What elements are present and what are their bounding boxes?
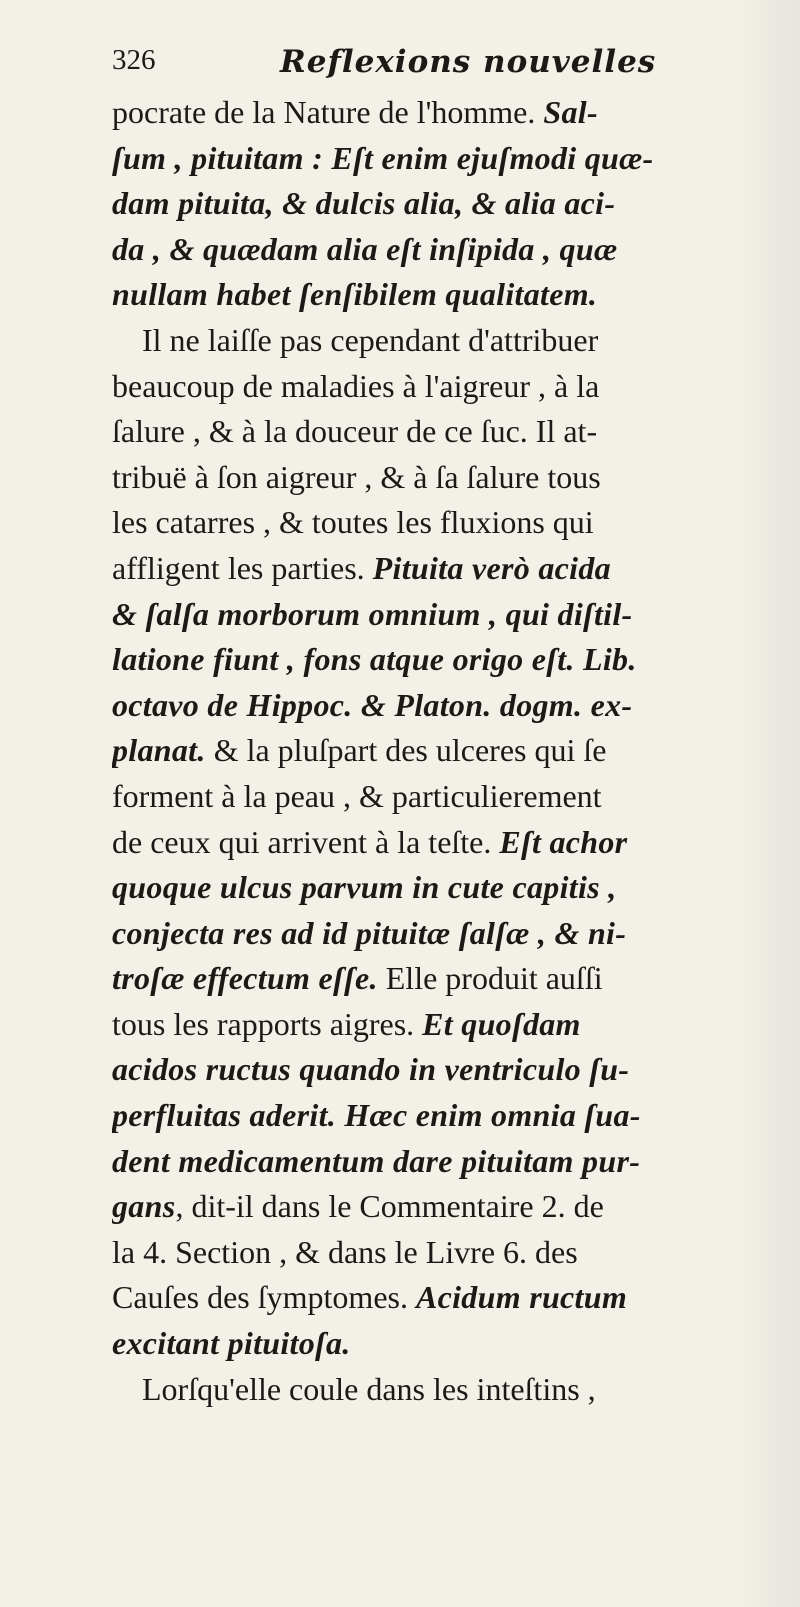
latin-quote: acidos ructus quando in ventriculo ſu-: [112, 1051, 630, 1088]
text-line: [112, 1002, 788, 1048]
roman-text: de ceux qui arrivent à la teſte.: [112, 823, 500, 860]
roman-text: beaucoup de maladies à l'aigreur , à la: [112, 367, 600, 404]
roman-text: les catarres , & toutes les fluxions qui: [112, 504, 594, 541]
latin-quote: Et quoſdam: [422, 1005, 581, 1042]
roman-text: forment à la peau , & particulierement: [112, 777, 602, 814]
text-line: [112, 911, 788, 957]
text-line: [112, 500, 788, 546]
latin-quote: latione fiunt , fons atque origo eſt. Lib.: [112, 641, 637, 678]
latin-quote: excitant pituitoſa.: [112, 1325, 351, 1362]
text-line: [112, 546, 788, 592]
latin-quote: Pituita verò acida: [372, 549, 611, 586]
text-line: [112, 227, 788, 273]
text-line: [112, 1275, 788, 1321]
latin-quote: dam pituita, & dulcis alia, & alia aci-: [112, 185, 616, 222]
roman-text: tous les rapports aigres.: [112, 1005, 423, 1042]
roman-text: pocrate de la Nature de l'homme.: [112, 94, 544, 130]
roman-text: Elle produit auſſi: [377, 960, 603, 997]
running-title: Reflexions nouvelles: [280, 44, 657, 80]
latin-quote: Acidum ructum: [415, 1279, 628, 1316]
text-line: [112, 1367, 788, 1413]
latin-quote: troſæ effectum eſſe.: [112, 960, 378, 997]
text-line: [112, 272, 788, 318]
text-line: [112, 865, 788, 911]
text-line: [112, 409, 788, 455]
roman-text: & la pluſpart des ulceres qui ſe: [205, 732, 607, 769]
latin-quote: planat.: [112, 732, 206, 769]
latin-quote: octavo de Hippoc. & Platon. dogm. ex-: [112, 686, 633, 723]
latin-quote: da , & quædam alia eſt inſipida , quæ: [112, 230, 618, 267]
latin-quote: quoque ulcus parvum in cute capitis ,: [112, 869, 617, 906]
text-line: [112, 136, 788, 182]
roman-text: Cauſes des ſymptomes.: [112, 1279, 416, 1316]
text-line: [112, 90, 788, 136]
text-line: [112, 956, 788, 1002]
text-line: [112, 728, 788, 774]
text-line: [112, 1184, 788, 1230]
text-line: [112, 683, 788, 729]
latin-quote: gans: [112, 1188, 176, 1225]
roman-text: , dit-il dans le Commentaire 2. de: [175, 1188, 604, 1225]
text-line: [112, 455, 788, 501]
body-text: [112, 90, 788, 1412]
roman-text: Lorſqu'elle coule dans les inteſtins ,: [142, 1370, 596, 1407]
latin-quote: conjecta res ad id pituitæ ſalſæ , & ni-: [112, 914, 627, 951]
page-number: 326: [112, 44, 156, 76]
text-line: [112, 1230, 788, 1276]
text-line: [112, 181, 788, 227]
latin-quote: nullam habet ſenſibilem qualitatem.: [112, 276, 598, 313]
roman-text: Il ne laiſſe pas cependant d'attribuer: [142, 321, 599, 358]
latin-quote: dent medicamentum dare pituitam pur-: [112, 1142, 641, 1179]
text-line: [112, 1321, 788, 1367]
roman-text: la 4. Section , & dans le Livre 6. des: [112, 1233, 578, 1270]
latin-quote: Sal-: [543, 94, 598, 130]
text-line: [112, 1047, 788, 1093]
text-line: [112, 1139, 788, 1185]
roman-text: tribuë à ſon aigreur , & à ſa ſalure tous: [112, 458, 601, 495]
latin-quote: Eſt achor: [499, 823, 628, 860]
text-line: [112, 820, 788, 866]
text-line: [112, 318, 788, 364]
text-line: [112, 637, 788, 683]
roman-text: ſalure , & à la douceur de ce ſuc. Il at-: [112, 413, 598, 450]
running-head: [112, 44, 712, 88]
latin-quote: ſum , pituitam : Eſt enim ejuſmodi quæ-: [112, 139, 654, 176]
roman-text: affligent les parties.: [112, 549, 373, 586]
latin-quote: & ſalſa morborum omnium , qui diſtil-: [112, 595, 633, 632]
text-line: [112, 774, 788, 820]
text-line: [112, 364, 788, 410]
text-line: [112, 592, 788, 638]
latin-quote: perfluitas aderit. Hæc enim omnia ſua-: [112, 1097, 641, 1134]
text-line: [112, 1093, 788, 1139]
